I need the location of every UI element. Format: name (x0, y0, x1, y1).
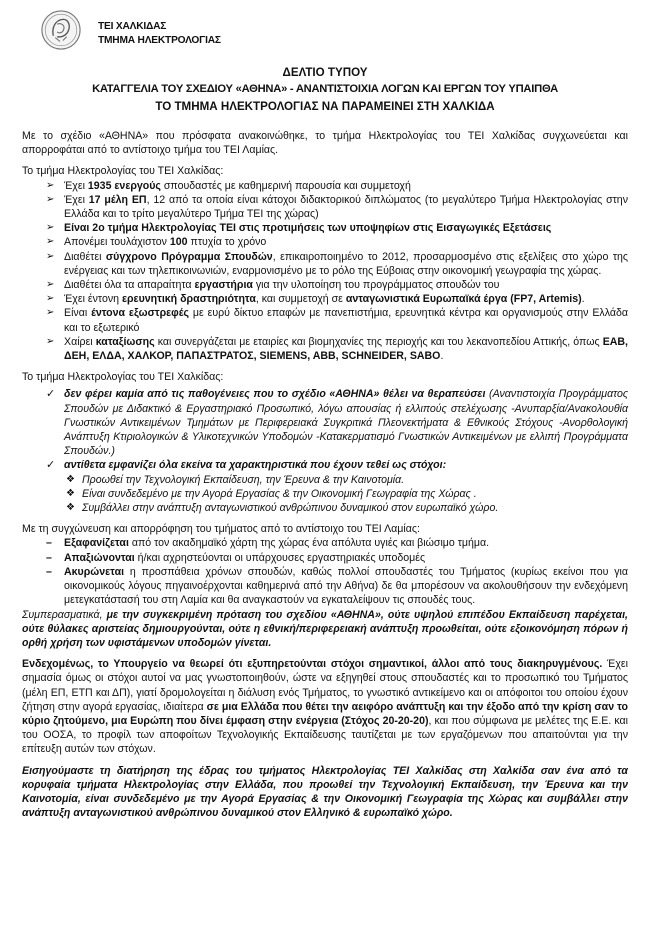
arrow-bullet-icon: ➢ (46, 307, 55, 319)
list-item: – Απαξιώνονται ή/και αχρηστεύονται οι υπάρχουσες εργαστηριακές υποδομές (46, 551, 426, 564)
section3-list (22, 536, 628, 607)
ministry-paragraph: Ενδεχομένως, το Υπουργείο να θεωρεί ότι εξυπηρετούνται στόχοι σημαντικοί, άλλοι από τους διακηρυγμένους. Έχει σημασία όμως οι στόχοι αυτοί να μας γνωστοποιηθούν, ώστε να εξηγηθεί στους σπουδαστές και το προσωπικό του Τμήματος (μέλη ΕΠ, ΕΤΠ και ΔΠ), γιατί δρομολογείται η διάλυση ενός Τμήματος, το γνωστικό αντικείμενο και οι απόφοιτοι του οποίου έχουν ζήτηση στην αγορά εργασίας, ιδιαίτερα σε μια Ελλάδα που θέτει την αειφόρο ανάπτυξη και την έξοδο από την κρίση σαν το κύριο ζητούμενο, μια Ευρώπη που δίνει έμφαση στην ενέργεια (Στόχος 20-20-20), και που σύμφωνα με μελέτες της Ε.Ε. και του ΟΟΣΑ, το προφίλ των αποφοίτων Τεχνολογικής Εκπαίδευσης ταυτίζεται με των εργαζόμενων που απαιτούνται για την επίτευξη αυτών των στόχων. (22, 658, 628, 756)
arrow-bullet-icon: ➢ (46, 236, 55, 248)
section3-heading: Με τη συγχώνευση και απορρόφηση του τμήματος από το αντίστοιχο του ΤΕΙ Λαμίας: (22, 523, 420, 536)
title-press-release: ΔΕΛΤΙΟ ΤΥΠΟΥ (282, 66, 368, 79)
checkmark-bullet-icon: ✓ (46, 459, 56, 472)
diamond-bullet-icon: ❖ (66, 502, 75, 514)
diamond-bullet-icon: ❖ (66, 487, 75, 499)
arrow-bullet-icon: ➢ (46, 193, 55, 205)
closing-paragraph: Εισηγούμαστε τη διατήρηση της έδρας του τμήματος Ηλεκτρολογίας ΤΕΙ Χαλκίδας στη Χαλκίδα σαν ένα από τα κορυφαία τμήματα Ηλεκτρολογίας στην Ελλάδα, που προωθεί την Τεχνολογική Εκπαίδευση, την Έρευνα και την Καινοτομία, είναι συνδεδεμένο με την Αγορά Εργασίας & την Οικονομική Γεωγραφία της Χώρας και συμβάλλει στην ανάπτυξη ανταγωνιστικού ανθρώπινου δυναμικού στον Ελληνικό & ευρωπαϊκό χώρο. (22, 764, 628, 820)
arrow-bullet-icon: ➢ (46, 279, 55, 291)
section2-sublist (22, 473, 628, 516)
list-item: ➢ Απονέμει τουλάχιστον 100 πτυχία το χρόνο (46, 236, 267, 249)
arrow-bullet-icon: ➢ (46, 222, 55, 234)
list-item: ✓ δεν φέρει καμία από τις παθογένειες που το σχέδιο «ΑΘΗΝΑ» θέλει να θεραπεύσει (Αναντιστοιχία Προγράμματος Σπουδών με Διδακτικό & Εργαστηριακό Προσωπικό, λόγω απουσίας ή ελλιπούς στελέχωσης -Ανυπαρξία/Ανακολουθία Γνωστικών Αντικειμένων Τμημάτων με Περιφερειακά Συγκριτικά Πλεονεκτήματα & Εθνικούς Στόχους -Ανορθολογική Ανάπτυξη Κτιριολογικών & Υλικοτεχνικών Υποδομών -Κατακερματισμό Γνωστικών Αντικειμένων με ελλιπή Προγράμματα Σπουδών.) (46, 388, 628, 458)
tei-chalkida-seal-icon (40, 8, 82, 52)
list-item: – Ακυρώνεται η προσπάθεια χρόνων σπουδών, καθώς πολλοί σπουδαστές του Τμήματος (κυρίως εκείνοι που για οικονομικούς λόγους πηγαινοέρχονται καθημερινά από την Αθήνα) δε θα μπορέσουν να ακολουθήσουν την ενδεχόμενη μετεγκατάστασή του στη Λαμία και θα αναγκαστούν να εγκαταλείψουν τις σπουδές τους. (46, 565, 628, 607)
list-item: ❖ Είναι συνδεδεμένο με την Αγορά Εργασίας & την Οικονομική Γεωγραφία της Χώρας . (66, 487, 477, 500)
section2-heading: Το τμήμα Ηλεκτρολογίας του ΤΕΙ Χαλκίδας: (22, 371, 224, 384)
dash-bullet-icon: – (46, 537, 52, 550)
title-subheadline: ΤΟ ΤΜΗΜΑ ΗΛΕΚΤΡΟΛΟΓΙΑΣ ΝΑ ΠΑΡΑΜΕΙΝΕΙ ΣΤΗ ΧΑΛΚΙΔΑ (155, 100, 495, 113)
section2-list (22, 387, 628, 472)
list-item: ✓ αντίθετα εμφανίζει όλα εκείνα τα χαρακτηριστικά που έχουν τεθεί ως στόχοι: (46, 459, 447, 472)
list-item: ➢ Έχει 1935 ενεργούς σπουδαστές με καθημερινή παρουσία και συμμετοχή (46, 179, 411, 192)
organization-name (98, 20, 221, 48)
document-header (22, 0, 628, 62)
section1-list (22, 179, 628, 364)
conclusion-paragraph: Συμπερασματικά, με την συγκεκριμένη πρόταση του σχεδίου «ΑΘΗΝΑ», ούτε υψηλού επιπέδου Εκπαίδευση παρέχεται, ούτε θύλακες αριστείας δημιουργούνται, ούτε η εθνική/περιφερειακή ανάπτυξη προωθείται, ούτε εξοικονόμηση πόρων ή ορθή χρήση των υφιστάμενων υποδομών γίνεται. (22, 608, 628, 649)
arrow-bullet-icon: ➢ (46, 293, 55, 305)
arrow-bullet-icon: ➢ (46, 250, 55, 262)
list-item: ➢ Είναι 2ο τμήμα Ηλεκτρολογίας ΤΕΙ στις προτιμήσεις των υποψηφίων στις Εισαγωγικές Εξετάσεις (46, 222, 552, 235)
list-item: ❖ Προωθεί την Τεχνολογική Εκπαίδευση, την Έρευνα & την Καινοτομία. (66, 473, 405, 486)
list-item: – Εξαφανίζεται από τον ακαδημαϊκό χάρτη της χώρας ένα απόλυτα υγιές και βιώσιμο τμήμα. (46, 537, 490, 550)
title-headline: ΚΑΤΑΓΓΕΛΙΑ ΤΟΥ ΣΧΕΔΙΟΥ «ΑΘΗΝΑ» - ΑΝΑΝΤΙΣΤΟΙΧΙΑ ΛΟΓΩΝ ΚΑΙ ΕΡΓΩΝ ΤΟΥ ΥΠΑΙΠΘΑ (92, 83, 558, 95)
intro-paragraph: Με το σχέδιο «ΑΘΗΝΑ» που πρόσφατα ανακοινώθηκε, το τμήμα Ηλεκτρολογίας του ΤΕΙ Χαλκίδας συγχωνεύεται και απορροφάται από το αντίστοιχο τμήμα του ΤΕΙ Λαμίας. (22, 130, 628, 157)
list-item: ➢ Διαθέτει σύγχρονο Πρόγραμμα Σπουδών, επικαιροποιημένο το 2012, προσαρμοσμένο στις εξελίξεις στο χώρο της ενέργειας και των τηλεπικοινωνιών, εναρμονισμένο με το ρόλο της Εύβοιας στην οικονομική γεωγραφία της χώρας. (46, 250, 629, 277)
list-item: ➢ Είναι έντονα εξωστρεφές με ευρύ δίκτυο επαφών με πανεπιστήμια, ερευνητικά κέντρα και οργανισμούς στην Ελλάδα και το εξωτερικό (46, 307, 628, 334)
org-line-1: ΤΕΙ ΧΑΛΚΙΔΑΣ (98, 21, 167, 32)
list-item: ➢ Διαθέτει όλα τα απαραίτητα εργαστήρια για την υλοποίηση του προγράμματος σπουδών του (46, 279, 500, 292)
list-item: ❖ Συμβάλλει στην ανάπτυξη ανταγωνιστικού ανθρώπινου δυναμικού στον ευρωπαϊκό χώρο. (66, 502, 499, 515)
diamond-bullet-icon: ❖ (66, 473, 75, 485)
arrow-bullet-icon: ➢ (46, 335, 55, 347)
dash-bullet-icon: – (46, 551, 52, 564)
arrow-bullet-icon: ➢ (46, 179, 55, 191)
dash-bullet-icon: – (46, 565, 52, 578)
org-line-2: ΤΜΗΜΑ ΗΛΕΚΤΡΟΛΟΓΙΑΣ (98, 35, 221, 46)
list-item: ➢ Χαίρει καταξίωσης και συνεργάζεται με εταιρίες και βιομηχανίες της περιοχής και του λεκανοπεδίου Αττικής, όπως ΕΑΒ, ΔΕΗ, ΕΛΔΑ, ΧΑΛΚΟΡ, ΠΑΠΑΣΤΡΑΤΟΣ, SIEMENS, ABB, SCHNEIDER, SABO. (46, 335, 628, 363)
document-titles (22, 64, 628, 115)
list-item: ➢ Έχει 17 μέλη ΕΠ, 12 από τα οποία είναι κάτοχοι διδακτορικού διπλώματος (το μεγαλύτερο Τμήμα Ηλεκτρολογίας στην Ελλάδα και το τρίτο μεγαλύτερο Τμήμα ΤΕΙ της χώρας) (46, 193, 628, 221)
list-item: ➢ Έχει έντονη ερευνητική δραστηριότητα, και συμμετοχή σε ανταγωνιστικά Ευρωπαϊκά έργα (FP7, Artemis). (46, 293, 585, 306)
section1-heading: Το τμήμα Ηλεκτρολογίας του ΤΕΙ Χαλκίδας: (22, 165, 224, 178)
checkmark-bullet-icon: ✓ (46, 388, 56, 401)
